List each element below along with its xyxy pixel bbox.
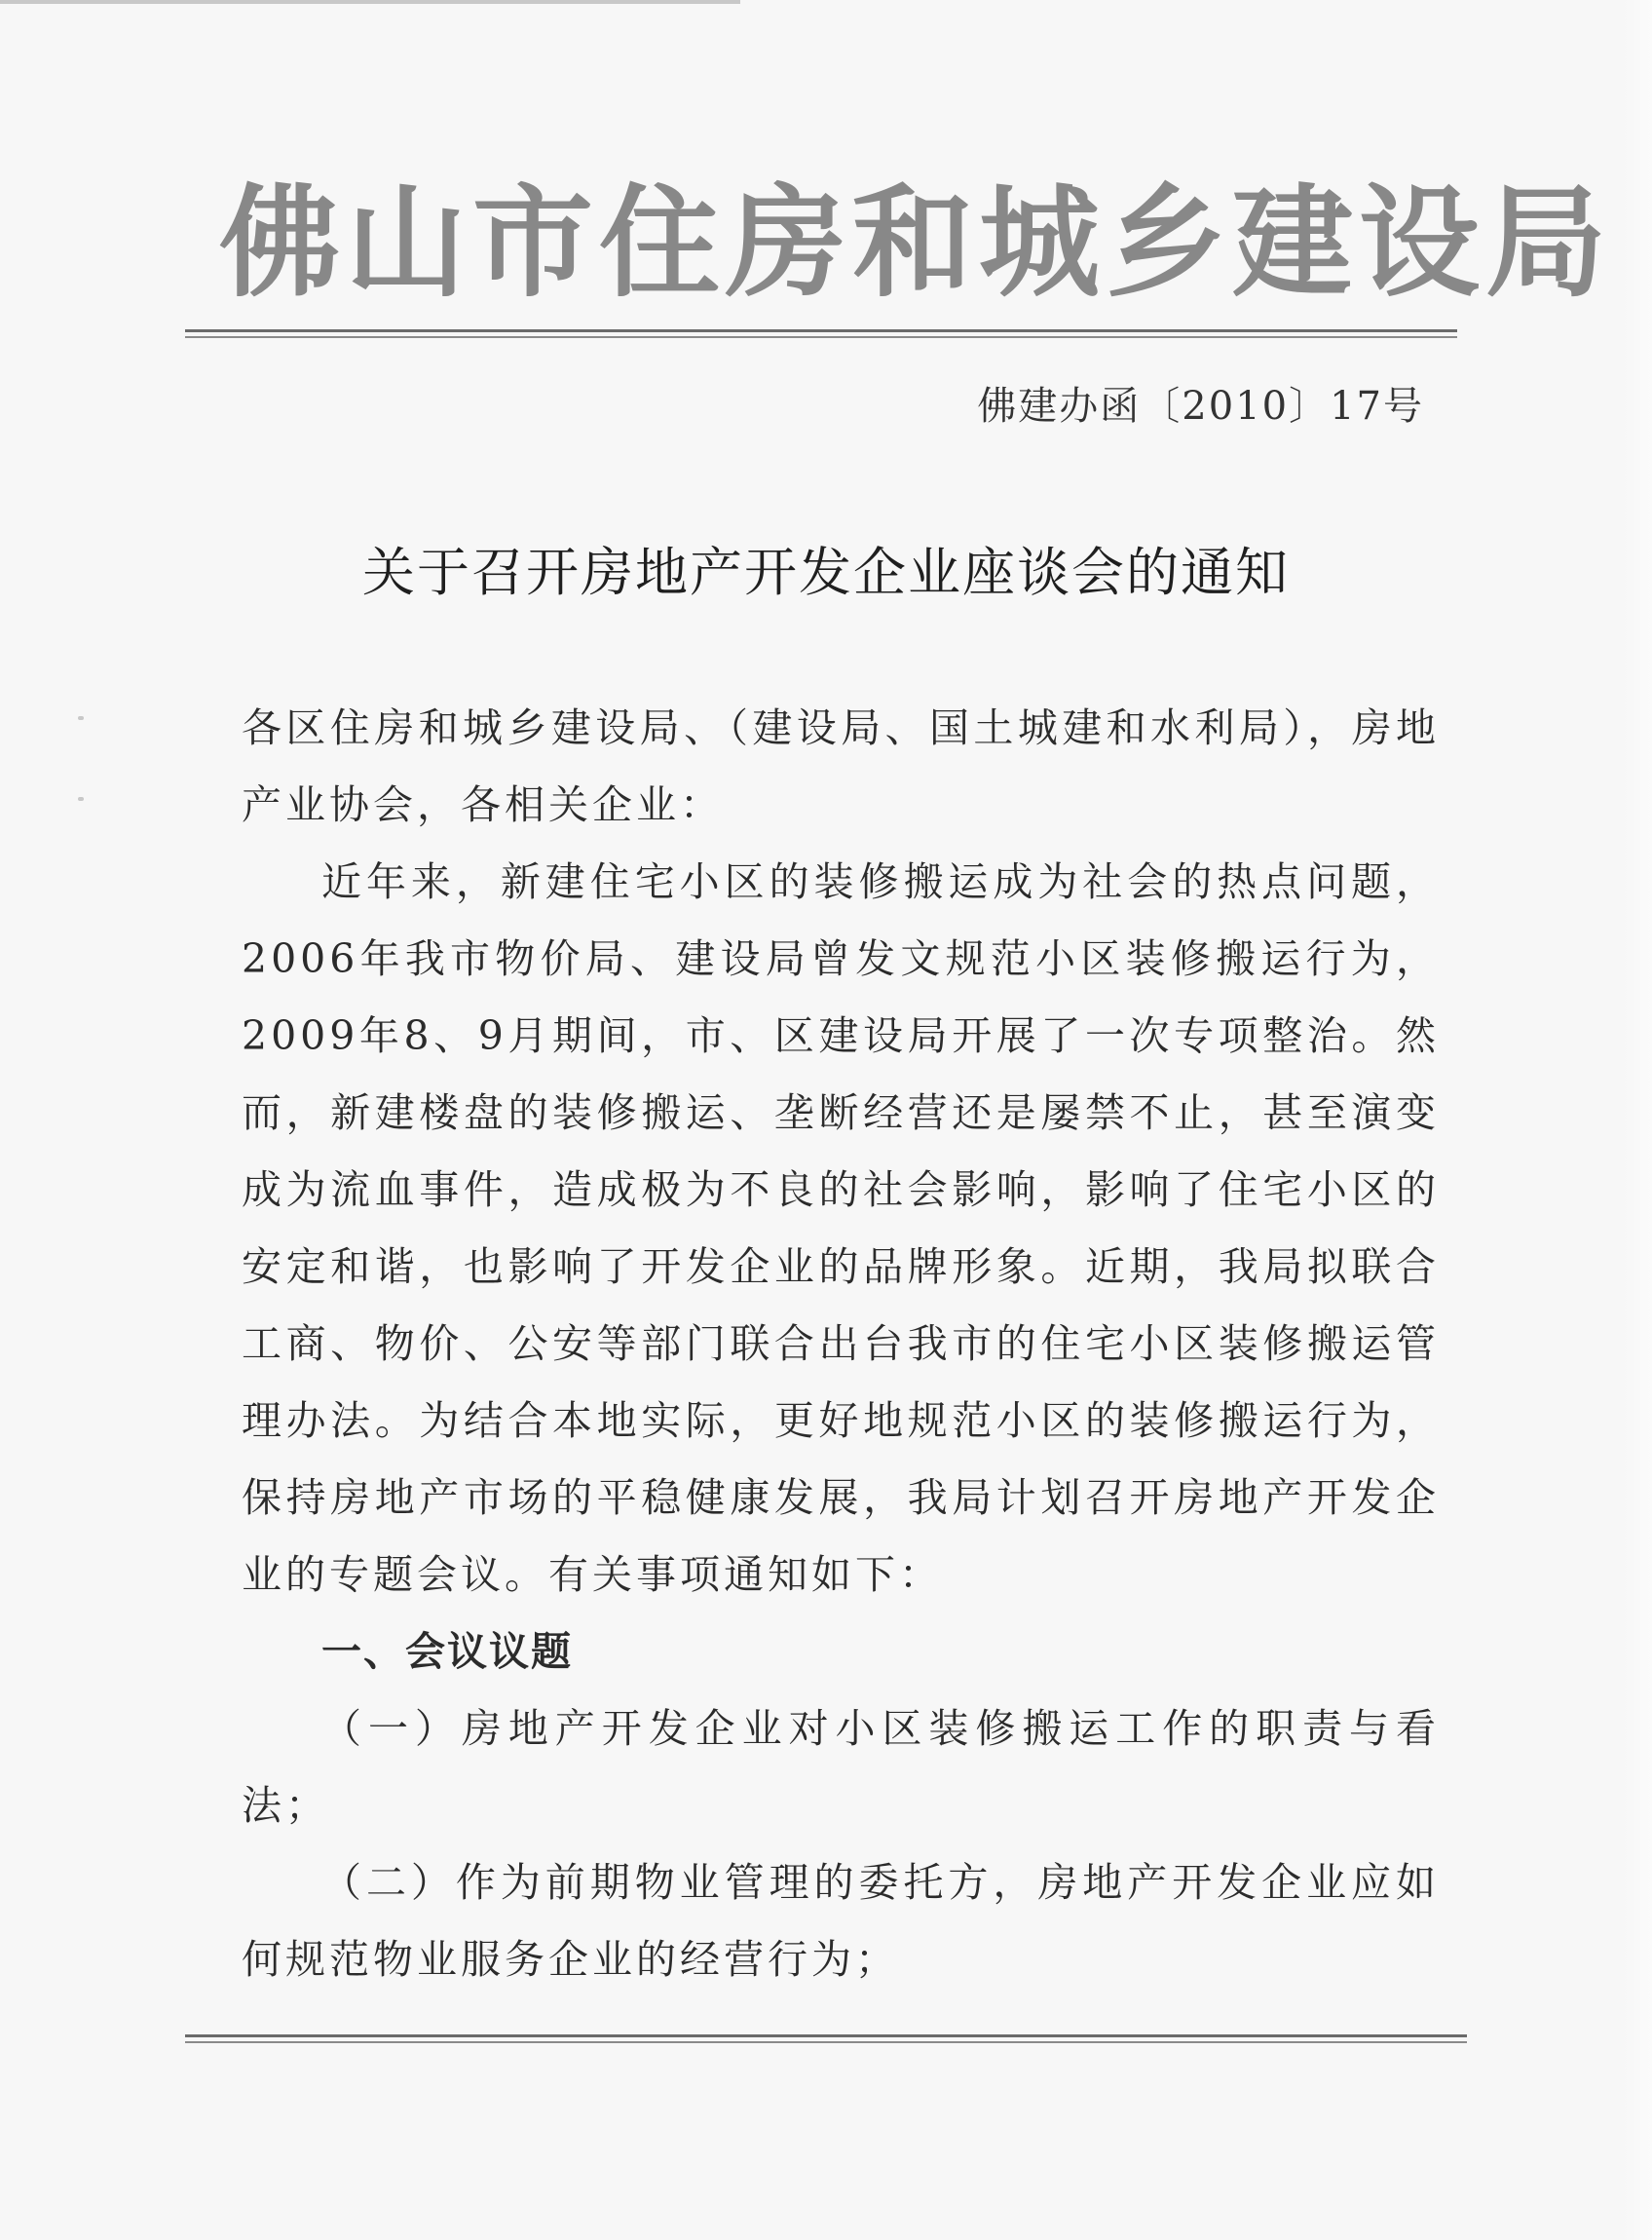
document-number: 佛建办函〔2010〕17号 [977, 384, 1424, 429]
scan-speck [78, 797, 84, 801]
body-paragraph: 近年来，新建住宅小区的装修搬运成为社会的热点问题，2006年我市物价局、建设局曾发文规范小区装修搬运行为，2009年8、9月期间，市、区建设局开展了一次专项整治。然而，新建楼盘的装修搬运、垄断经营还是屡禁不止，甚至演变成为流血事件，造成极为不良的社会影响，影响了住宅小区的安定和谐，也影响了开发企业的品牌形象。近期，我局拟联合工商、物价、公安等部门联合出台我市的住宅小区装修搬运管理办法。为结合本地实际，更好地规范小区的装修搬运行为，保持房地产市场的平稳健康发展，我局计划召开房地产开发企业的专题会议。有关事项通知如下： [242, 858, 1440, 1598]
document-title: 关于召开房地产开发企业座谈会的通知 [362, 542, 1290, 603]
salutation: 各区住房和城乡建设局、（建设局、国土城建和水利局），房地产业协会，各相关企业： [242, 704, 1440, 828]
letterhead-org-name: 佛山市住房和城乡建设局 [219, 173, 1613, 314]
scan-speck [78, 716, 84, 720]
document-body [242, 690, 1440, 1998]
scan-shadow [1623, 0, 1652, 2240]
agenda-item: （二）作为前期物业管理的委托方，房地产开发企业应如何规范物业服务企业的经营行为； [242, 1859, 1440, 1983]
footer-rule-secondary [185, 2041, 1467, 2043]
agenda-item: （一）房地产开发企业对小区装修搬运工作的职责与看法； [242, 1705, 1440, 1829]
scan-edge [0, 0, 740, 4]
letterhead-rule-secondary [185, 336, 1457, 338]
letterhead-rule [185, 329, 1457, 332]
section-heading: 一、会议议题 [321, 1628, 573, 1675]
footer-rule [185, 2034, 1467, 2037]
